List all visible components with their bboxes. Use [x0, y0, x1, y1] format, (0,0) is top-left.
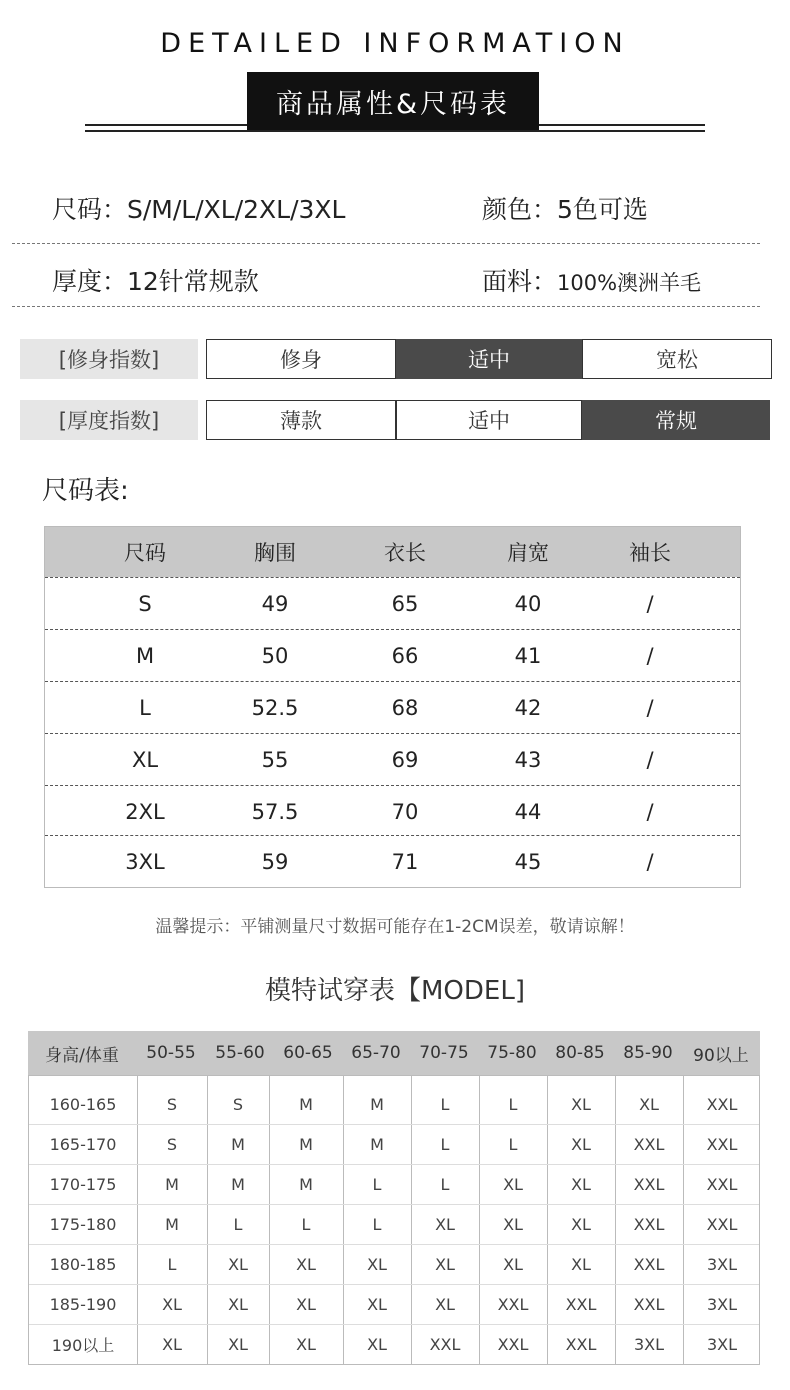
size-chart-table	[44, 526, 741, 888]
model-header-cell: 55-60	[215, 1043, 265, 1063]
model-size-cell: XL	[296, 1294, 316, 1314]
section-title-badge: 商品属性&尺码表	[247, 72, 539, 130]
size-chart-header	[45, 527, 740, 577]
model-size-cell: XL	[162, 1294, 182, 1314]
model-size-cell: XXL	[706, 1134, 738, 1154]
model-size-cell: XXL	[633, 1174, 665, 1194]
model-size-cell: M	[231, 1174, 245, 1194]
size-cell: 70	[391, 799, 419, 824]
model-size-cell: M	[165, 1174, 179, 1194]
size-cell: L	[139, 695, 151, 720]
model-header-cell: 75-80	[487, 1043, 537, 1063]
size-cell: 43	[514, 747, 542, 772]
table-row	[45, 785, 740, 837]
size-cell: 65	[391, 591, 419, 616]
model-size-cell: L	[233, 1214, 243, 1234]
model-size-cell: L	[301, 1214, 311, 1234]
model-size-cell: XXL	[497, 1334, 529, 1354]
model-size-cell: XXL	[633, 1294, 665, 1314]
model-size-cell: 3XL	[706, 1334, 738, 1354]
model-size-cell: L	[372, 1174, 382, 1194]
header-rule-bottom	[85, 130, 705, 132]
table-row	[45, 577, 740, 629]
fit-option-regular: 适中	[396, 339, 582, 379]
table-row	[45, 733, 740, 785]
model-size-cell: XXL	[706, 1174, 738, 1194]
size-cell: /	[646, 849, 654, 874]
model-size-cell: XL	[503, 1214, 523, 1234]
size-cell: 50	[261, 643, 289, 668]
attr-color: 颜色：5色可选	[482, 195, 648, 224]
height-range-cell: 175-180	[49, 1214, 117, 1234]
model-size-cell: L	[440, 1134, 450, 1154]
model-size-cell: XL	[571, 1254, 591, 1274]
height-range-cell: 170-175	[49, 1174, 117, 1194]
model-size-cell: XXL	[429, 1334, 461, 1354]
size-cell: 40	[514, 591, 542, 616]
model-chart-header	[28, 1031, 760, 1075]
model-size-cell: XXL	[565, 1294, 597, 1314]
model-chart-title: 模特试穿表【MODEL]	[265, 976, 525, 1006]
model-size-cell: XL	[571, 1214, 591, 1234]
size-cell: 59	[261, 849, 289, 874]
size-cell: XL	[131, 747, 159, 772]
thickness-option-medium: 适中	[396, 400, 582, 440]
size-cell: /	[646, 591, 654, 616]
fit-index-label: [修身指数]	[20, 339, 198, 379]
model-size-cell: XL	[503, 1174, 523, 1194]
model-chart-table	[28, 1075, 760, 1365]
size-cell: 41	[514, 643, 542, 668]
model-header-cell: 70-75	[419, 1043, 469, 1063]
measurement-tip: 温馨提示：平铺测量尺寸数据可能存在1-2CM误差，敬请谅解！	[155, 917, 635, 937]
model-header-cell: 65-70	[351, 1043, 401, 1063]
model-size-cell: XXL	[706, 1094, 738, 1114]
divider	[12, 243, 760, 244]
size-cell: 2XL	[125, 799, 165, 824]
model-header-cell: 60-65	[283, 1043, 333, 1063]
attr-fabric-value: 100%澳洲羊毛	[557, 271, 702, 295]
model-header-cell: 50-55	[146, 1043, 196, 1063]
size-cell: M	[135, 643, 155, 668]
size-cell: 52.5	[251, 695, 299, 720]
model-size-cell: XXL	[633, 1254, 665, 1274]
height-range-cell: 165-170	[49, 1134, 117, 1154]
model-size-cell: XL	[571, 1174, 591, 1194]
height-range-cell: 180-185	[49, 1254, 117, 1274]
divider	[12, 306, 760, 307]
size-cell: 71	[391, 849, 419, 874]
model-size-cell: XL	[296, 1254, 316, 1274]
model-size-cell: XL	[228, 1334, 248, 1354]
size-cell: 68	[391, 695, 419, 720]
model-size-cell: XL	[228, 1294, 248, 1314]
size-header-cell: 袖长	[629, 541, 671, 565]
model-size-cell: XL	[503, 1254, 523, 1274]
model-size-cell: L	[440, 1174, 450, 1194]
size-chart-title: 尺码表:	[42, 476, 129, 506]
thickness-index-label: [厚度指数]	[20, 400, 198, 440]
model-size-cell: 3XL	[706, 1254, 738, 1274]
size-cell: /	[646, 695, 654, 720]
height-range-cell: 160-165	[49, 1094, 117, 1114]
model-size-cell: M	[299, 1134, 313, 1154]
model-size-cell: XXL	[497, 1294, 529, 1314]
model-size-cell: XL	[367, 1254, 387, 1274]
model-size-cell: L	[372, 1214, 382, 1234]
fit-option-slim: 修身	[206, 339, 396, 379]
model-size-cell: M	[370, 1134, 384, 1154]
model-size-cell: 3XL	[706, 1294, 738, 1314]
model-size-cell: 3XL	[633, 1334, 665, 1354]
size-cell: /	[646, 747, 654, 772]
size-cell: 57.5	[251, 799, 299, 824]
size-cell: 69	[391, 747, 419, 772]
model-header-cell: 90以上	[693, 1045, 749, 1066]
table-row	[45, 681, 740, 733]
model-size-cell: M	[299, 1174, 313, 1194]
model-size-cell: XL	[639, 1094, 659, 1114]
english-title: DETAILED INFORMATION	[160, 28, 630, 59]
size-cell: 3XL	[125, 849, 165, 874]
attr-fabric	[482, 262, 701, 298]
model-header-cell: 80-85	[555, 1043, 605, 1063]
thickness-option-thin: 薄款	[206, 400, 396, 440]
model-size-cell: L	[508, 1094, 518, 1114]
height-range-cell: 185-190	[49, 1294, 117, 1314]
size-cell: 45	[514, 849, 542, 874]
size-cell: 49	[261, 591, 289, 616]
size-header-cell: 衣长	[384, 541, 426, 565]
size-header-cell: 肩宽	[507, 541, 549, 565]
table-row	[45, 629, 740, 681]
size-cell: 42	[514, 695, 542, 720]
model-size-cell: M	[370, 1094, 384, 1114]
thickness-option-regular: 常规	[582, 400, 770, 440]
model-size-cell: S	[166, 1134, 178, 1154]
attr-fabric-label: 面料：	[482, 267, 558, 296]
model-size-cell: S	[232, 1094, 244, 1114]
attr-size: 尺码：S/M/L/XL/2XL/3XL	[52, 195, 346, 224]
model-size-cell: M	[231, 1134, 245, 1154]
model-size-cell: XXL	[706, 1214, 738, 1234]
model-size-cell: XL	[435, 1294, 455, 1314]
model-size-cell: XL	[435, 1254, 455, 1274]
model-size-cell: XL	[162, 1334, 182, 1354]
size-cell: 55	[261, 747, 289, 772]
size-cell: S	[138, 591, 152, 616]
model-size-cell: XXL	[565, 1334, 597, 1354]
model-size-cell: M	[165, 1214, 179, 1234]
model-size-cell: L	[440, 1094, 450, 1114]
fit-option-loose: 宽松	[582, 339, 772, 379]
size-cell: /	[646, 643, 654, 668]
size-cell: 44	[514, 799, 542, 824]
model-size-cell: XL	[296, 1334, 316, 1354]
size-header-cell: 胸围	[254, 541, 296, 565]
model-size-cell: L	[167, 1254, 177, 1274]
table-row	[45, 835, 740, 887]
model-size-cell: XL	[571, 1134, 591, 1154]
size-cell: /	[646, 799, 654, 824]
model-size-cell: L	[508, 1134, 518, 1154]
model-header-cell: 身高/体重	[45, 1045, 119, 1066]
size-header-cell: 尺码	[124, 541, 166, 565]
height-range-cell: 190以上	[51, 1335, 115, 1355]
model-size-cell: XL	[228, 1254, 248, 1274]
model-header-cell: 85-90	[623, 1043, 673, 1063]
model-size-cell: XXL	[633, 1134, 665, 1154]
model-size-cell: S	[166, 1094, 178, 1114]
model-size-cell: M	[299, 1094, 313, 1114]
model-size-cell: XL	[571, 1094, 591, 1114]
model-size-cell: XXL	[633, 1214, 665, 1234]
model-size-cell: XL	[435, 1214, 455, 1234]
size-cell: 66	[391, 643, 419, 668]
attr-thickness: 厚度：12针常规款	[52, 267, 259, 296]
model-size-cell: XL	[367, 1334, 387, 1354]
model-size-cell: XL	[367, 1294, 387, 1314]
